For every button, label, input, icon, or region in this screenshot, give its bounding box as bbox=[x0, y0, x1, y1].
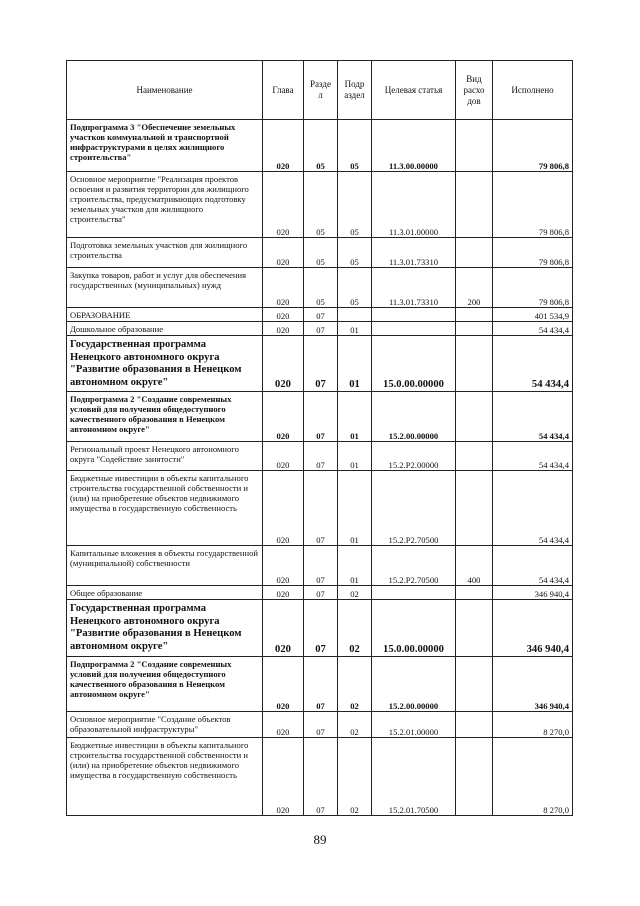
cell-expense bbox=[456, 738, 493, 816]
cell-expense bbox=[456, 657, 493, 712]
cell-name: Закупка товаров, работ и услуг для обеспечения государственных (муниципальных) нужд bbox=[67, 268, 263, 308]
cell-section: 07 bbox=[304, 657, 338, 712]
cell-executed: 54 434,4 bbox=[493, 336, 573, 392]
cell-section: 07 bbox=[304, 442, 338, 471]
table-row bbox=[67, 308, 573, 322]
header-executed: Исполнено bbox=[493, 61, 573, 120]
cell-executed: 79 806,8 bbox=[493, 268, 573, 308]
table-row bbox=[67, 712, 573, 738]
header-row bbox=[67, 61, 573, 120]
cell-section: 07 bbox=[304, 712, 338, 738]
cell-chapter: 020 bbox=[263, 586, 304, 600]
cell-subsection: 02 bbox=[338, 712, 372, 738]
cell-chapter: 020 bbox=[263, 546, 304, 586]
cell-section: 07 bbox=[304, 586, 338, 600]
cell-section: 07 bbox=[304, 471, 338, 546]
table-row bbox=[67, 600, 573, 657]
cell-name: ОБРАЗОВАНИЕ bbox=[67, 308, 263, 322]
cell-target bbox=[372, 308, 456, 322]
cell-chapter: 020 bbox=[263, 392, 304, 442]
cell-chapter: 020 bbox=[263, 336, 304, 392]
header-subsection: Подр аздел bbox=[338, 61, 372, 120]
cell-expense bbox=[456, 600, 493, 657]
cell-executed: 346 940,4 bbox=[493, 657, 573, 712]
cell-subsection: 01 bbox=[338, 322, 372, 336]
table-row bbox=[67, 586, 573, 600]
cell-expense bbox=[456, 586, 493, 600]
cell-expense bbox=[456, 238, 493, 268]
cell-name: Общее образование bbox=[67, 586, 263, 600]
cell-target: 15.2.00.00000 bbox=[372, 657, 456, 712]
cell-section: 05 bbox=[304, 268, 338, 308]
cell-name: Подпрограмма 3 "Обеспечение земельных участков коммунальной и транспортной инфраструктурами в целях жилищного строительства" bbox=[67, 120, 263, 172]
cell-name: Бюджетные инвестиции в объекты капитального строительства государственной собственности и (или) на приобретение объектов недвижимого имущества в государственную собственность bbox=[67, 738, 263, 816]
cell-chapter: 020 bbox=[263, 238, 304, 268]
table-row bbox=[67, 172, 573, 238]
cell-chapter: 020 bbox=[263, 120, 304, 172]
cell-executed: 79 806,8 bbox=[493, 238, 573, 268]
cell-expense bbox=[456, 712, 493, 738]
cell-section: 05 bbox=[304, 120, 338, 172]
cell-executed: 346 940,4 bbox=[493, 586, 573, 600]
cell-chapter: 020 bbox=[263, 657, 304, 712]
cell-name: Государственная программа Ненецкого автономного округа "Развитие образования в Ненецком автономном округе" bbox=[67, 600, 263, 657]
cell-executed: 401 534,9 bbox=[493, 308, 573, 322]
cell-executed: 8 270,0 bbox=[493, 738, 573, 816]
table-row bbox=[67, 322, 573, 336]
cell-name: Региональный проект Ненецкого автономного округа "Содействие занятости" bbox=[67, 442, 263, 471]
cell-section: 07 bbox=[304, 322, 338, 336]
cell-name: Дошкольное образование bbox=[67, 322, 263, 336]
cell-name: Подготовка земельных участков для жилищного строительства bbox=[67, 238, 263, 268]
cell-name: Капитальные вложения в объекты государственной (муниципальной) собственности bbox=[67, 546, 263, 586]
cell-section: 07 bbox=[304, 392, 338, 442]
cell-section: 07 bbox=[304, 738, 338, 816]
cell-section: 07 bbox=[304, 546, 338, 586]
cell-subsection: 02 bbox=[338, 600, 372, 657]
table-row bbox=[67, 471, 573, 546]
cell-chapter: 020 bbox=[263, 322, 304, 336]
cell-target: 15.2.P2.70500 bbox=[372, 471, 456, 546]
cell-section: 07 bbox=[304, 336, 338, 392]
table-row bbox=[67, 442, 573, 471]
header-section: Разде л bbox=[304, 61, 338, 120]
cell-subsection bbox=[338, 308, 372, 322]
cell-target: 11.3.01.73310 bbox=[372, 238, 456, 268]
cell-expense bbox=[456, 336, 493, 392]
cell-chapter: 020 bbox=[263, 442, 304, 471]
cell-target: 11.3.01.00000 bbox=[372, 172, 456, 238]
cell-executed: 54 434,4 bbox=[493, 546, 573, 586]
cell-subsection: 05 bbox=[338, 120, 372, 172]
cell-target: 15.2.01.70500 bbox=[372, 738, 456, 816]
cell-subsection: 05 bbox=[338, 268, 372, 308]
table-row bbox=[67, 238, 573, 268]
cell-target bbox=[372, 322, 456, 336]
cell-section: 07 bbox=[304, 308, 338, 322]
cell-target: 11.3.00.00000 bbox=[372, 120, 456, 172]
cell-executed: 8 270,0 bbox=[493, 712, 573, 738]
cell-target: 15.2.00.00000 bbox=[372, 392, 456, 442]
cell-name: Бюджетные инвестиции в объекты капитального строительства государственной собственности и (или) на приобретение объектов недвижимого имущества в государственную собственность bbox=[67, 471, 263, 546]
cell-executed: 79 806,8 bbox=[493, 120, 573, 172]
cell-executed: 54 434,4 bbox=[493, 322, 573, 336]
cell-section: 07 bbox=[304, 600, 338, 657]
cell-subsection: 01 bbox=[338, 336, 372, 392]
cell-subsection: 05 bbox=[338, 238, 372, 268]
cell-chapter: 020 bbox=[263, 308, 304, 322]
header-target: Целевая статья bbox=[372, 61, 456, 120]
cell-executed: 54 434,4 bbox=[493, 442, 573, 471]
cell-target: 15.0.00.00000 bbox=[372, 600, 456, 657]
cell-subsection: 01 bbox=[338, 442, 372, 471]
cell-section: 05 bbox=[304, 172, 338, 238]
table-row bbox=[67, 657, 573, 712]
cell-expense bbox=[456, 308, 493, 322]
cell-subsection: 01 bbox=[338, 546, 372, 586]
cell-target bbox=[372, 586, 456, 600]
cell-expense bbox=[456, 392, 493, 442]
cell-expense bbox=[456, 172, 493, 238]
cell-expense bbox=[456, 322, 493, 336]
cell-target: 15.2.P2.70500 bbox=[372, 546, 456, 586]
cell-name: Основное мероприятие "Реализация проектов освоения и развития территории для жилищного строительства, предусматривающих подготовку земельных участков для жилищного строительства" bbox=[67, 172, 263, 238]
cell-section: 05 bbox=[304, 238, 338, 268]
cell-target: 15.2.P2.00000 bbox=[372, 442, 456, 471]
cell-executed: 54 434,4 bbox=[493, 471, 573, 546]
cell-chapter: 020 bbox=[263, 738, 304, 816]
cell-subsection: 02 bbox=[338, 657, 372, 712]
header-expense: Вид расхо дов bbox=[456, 61, 493, 120]
cell-target: 11.3.01.73310 bbox=[372, 268, 456, 308]
cell-subsection: 02 bbox=[338, 738, 372, 816]
cell-subsection: 05 bbox=[338, 172, 372, 238]
cell-target: 15.0.00.00000 bbox=[372, 336, 456, 392]
table-row bbox=[67, 546, 573, 586]
cell-target: 15.2.01.00000 bbox=[372, 712, 456, 738]
table-row bbox=[67, 738, 573, 816]
table-row bbox=[67, 268, 573, 308]
page-number: 89 bbox=[313, 832, 327, 847]
cell-executed: 79 806,8 bbox=[493, 172, 573, 238]
cell-subsection: 01 bbox=[338, 392, 372, 442]
header-chapter: Глава bbox=[263, 61, 304, 120]
cell-name: Подпрограмма 2 "Создание современных условий для получения общедоступного качественного образования в Ненецком автономном округе" bbox=[67, 392, 263, 442]
cell-expense: 400 bbox=[456, 546, 493, 586]
table-row bbox=[67, 120, 573, 172]
cell-executed: 54 434,4 bbox=[493, 392, 573, 442]
cell-chapter: 020 bbox=[263, 172, 304, 238]
cell-subsection: 02 bbox=[338, 586, 372, 600]
cell-chapter: 020 bbox=[263, 268, 304, 308]
cell-chapter: 020 bbox=[263, 712, 304, 738]
cell-subsection: 01 bbox=[338, 471, 372, 546]
cell-expense bbox=[456, 120, 493, 172]
table-row bbox=[67, 336, 573, 392]
cell-name: Государственная программа Ненецкого автономного округа "Развитие образования в Ненецком автономном округе" bbox=[67, 336, 263, 392]
cell-chapter: 020 bbox=[263, 471, 304, 546]
cell-name: Основное мероприятие "Создание объектов образовательной инфраструктуры" bbox=[67, 712, 263, 738]
cell-expense bbox=[456, 471, 493, 546]
cell-expense: 200 bbox=[456, 268, 493, 308]
header-name: Наименование bbox=[67, 61, 263, 120]
budget-table bbox=[66, 60, 573, 816]
cell-name: Подпрограмма 2 "Создание современных условий для получения общедоступного качественного образования в Ненецком автономном округе" bbox=[67, 657, 263, 712]
cell-executed: 346 940,4 bbox=[493, 600, 573, 657]
table-row bbox=[67, 392, 573, 442]
cell-chapter: 020 bbox=[263, 600, 304, 657]
cell-expense bbox=[456, 442, 493, 471]
